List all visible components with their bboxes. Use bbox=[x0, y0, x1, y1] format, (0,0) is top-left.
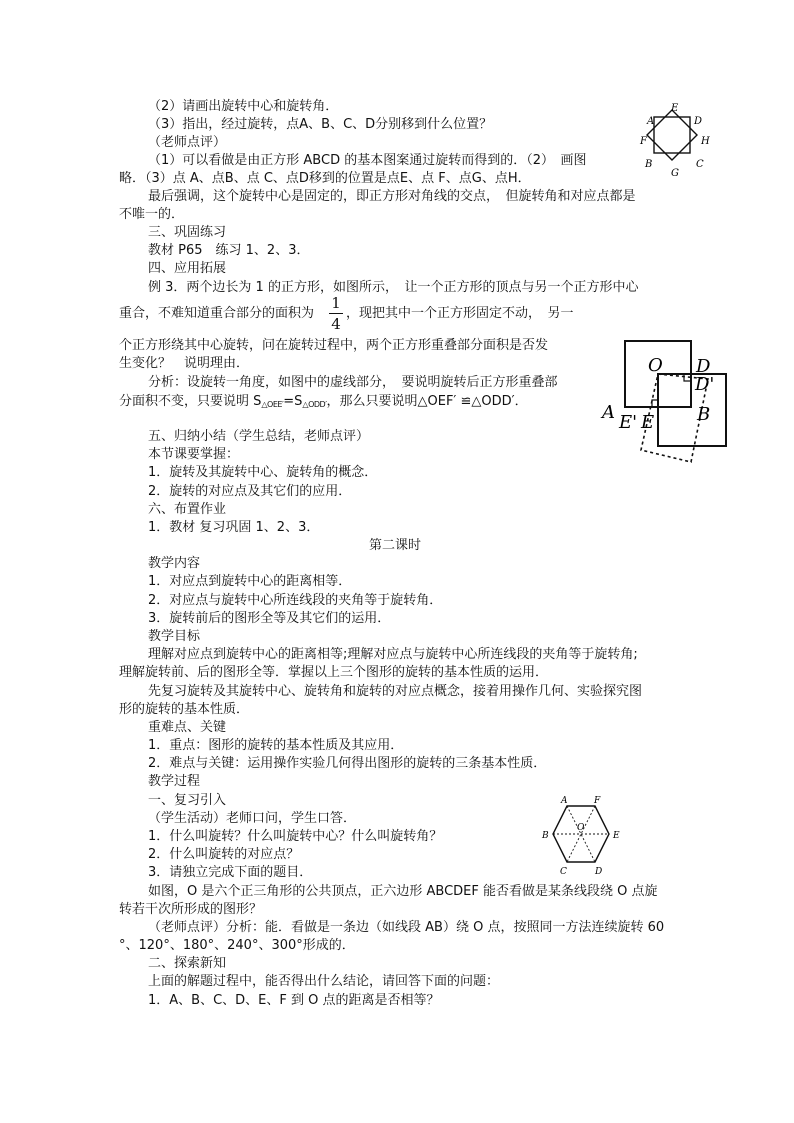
lesson-title: 第二课时 bbox=[369, 538, 422, 553]
text-line: 上面的解题过程中，能否得出什么结论，请回答下面的问题： bbox=[148, 974, 500, 989]
text-line: （1）可以看做是由正方形 ABCD 的基本图案通过旋转而得到的．（2） 画图 bbox=[148, 153, 587, 168]
text-line: 个正方形绕其中心旋转，问在旋转过程中，两个正方形重叠部分面积是否发 bbox=[119, 338, 549, 353]
text-line: 形的旋转的基本性质． bbox=[119, 702, 250, 717]
fraction bbox=[329, 294, 343, 333]
label-e: E bbox=[641, 412, 655, 433]
text-line: （2）请画出旋转中心和旋转角． bbox=[148, 99, 339, 114]
fraction-bar bbox=[329, 313, 343, 314]
text-line: 先复习旋转及其旋转中心、旋转角和旋转的对应点概念，接着用操作几何、实验探究图 bbox=[148, 684, 643, 699]
text-line: 不唯一的． bbox=[119, 207, 185, 222]
text-line: 最后强调，这个旋转中心是固定的，即正方形对角线的交点， 但旋转角和对应点都是 bbox=[148, 189, 636, 204]
section-heading: 三、巩固练习 bbox=[148, 225, 227, 240]
hexagon-diagonals bbox=[553, 806, 609, 862]
text-line: 分析：设旋转一角度，如图中的虚线部分， 要说明旋转后正方形重叠部 bbox=[148, 375, 558, 390]
label-c: C bbox=[696, 159, 704, 170]
text-line: （3）指出，经过旋转，点A、B、C、D分别移到什么位置？ bbox=[148, 117, 493, 132]
label-d: D bbox=[694, 116, 703, 127]
text-line: 2．旋转的对应点及其它们的应用． bbox=[148, 484, 352, 499]
text-line: 2．难点与关键：运用操作实验几何得出图形的旋转的三条基本性质． bbox=[148, 756, 547, 771]
label-o: O bbox=[577, 823, 585, 833]
label-e-prime: E' bbox=[619, 412, 638, 433]
section-heading: 重难点、关键 bbox=[148, 720, 227, 735]
label-o: O bbox=[648, 355, 663, 376]
text-line: 生变化？ 说明理由． bbox=[119, 356, 250, 371]
label-b: B bbox=[542, 831, 549, 841]
text-line: 3．旋转前后的图形全等及其它们的运用． bbox=[148, 611, 391, 626]
text-line: 1．对应点到旋转中心的距离相等． bbox=[148, 574, 352, 589]
section-heading: 教学目标 bbox=[148, 629, 201, 644]
label-c: C bbox=[560, 867, 567, 877]
label-d: D bbox=[595, 867, 603, 877]
text-line: ，现把其中一个正方形固定不动， 另一 bbox=[346, 306, 574, 321]
text-line: 理解对应点到旋转中心的距离相等;理解对应点与旋转中心所连线段的夹角等于旋转角; bbox=[148, 647, 638, 662]
label-g: G bbox=[671, 168, 679, 178]
text-line: 1．什么叫旋转？什么叫旋转中心？什么叫旋转角？ bbox=[148, 829, 443, 844]
label-h: H bbox=[701, 136, 710, 147]
text-line: 1．教材 复习巩固 1、2、3． bbox=[148, 520, 320, 535]
label-b: B bbox=[645, 159, 653, 170]
label-e: E bbox=[671, 103, 679, 114]
label-f: F bbox=[640, 136, 647, 147]
subscript: △ODD′ bbox=[302, 400, 327, 409]
text-line: 2．对应点与旋转中心所连线段的夹角等于旋转角． bbox=[148, 593, 443, 608]
label-a: A bbox=[602, 402, 615, 423]
label-b: B bbox=[697, 404, 711, 425]
text-line: 1．重点：图形的旋转的基本性质及其应用． bbox=[148, 738, 404, 753]
section-heading: 五、归纳小结（学生总结，老师点评） bbox=[148, 429, 370, 444]
text-line: （学生活动）老师口问，学生口答． bbox=[148, 811, 357, 826]
section-heading: 教学过程 bbox=[148, 774, 201, 789]
text-line: 本节课要掌握： bbox=[148, 447, 240, 462]
fraction-numerator: 1 bbox=[331, 294, 341, 312]
hexagon-figure bbox=[537, 794, 631, 880]
section-heading: 四、应用拓展 bbox=[148, 261, 227, 276]
fraction-denominator: 4 bbox=[331, 315, 341, 333]
text-line: 如图，O 是六个正三角形的公共顶点，正六边形 ABCDEF 能否看做是某条线段绕 O 点旋 bbox=[148, 884, 658, 899]
label-d: D bbox=[696, 356, 711, 377]
label-a: A bbox=[561, 796, 568, 806]
overlapping-squares-figure bbox=[600, 336, 734, 464]
text-line: （老师点评）分析：能．看做是一条边（如线段 AB）绕 O 点，按照同一方法连续旋转 60 bbox=[148, 920, 665, 935]
label-a: A bbox=[647, 116, 655, 127]
section-heading: 二、探索新知 bbox=[148, 956, 227, 971]
text-line: 略．（3）点 A、点B、点 C、点D移到的位置是点E、点 F、点G、点H． bbox=[119, 171, 531, 186]
text-line: 重合，不难知道重合部分的面积为 bbox=[119, 306, 315, 321]
label-e: E bbox=[613, 831, 620, 841]
text-line: 1．旋转及其旋转中心、旋转角的概念． bbox=[148, 465, 378, 480]
text-line: 1．A、B、C、D、E、F 到 O 点的距离是否相等？ bbox=[148, 993, 440, 1008]
text-line: 分面积不变，只要说明 $S_{\triangle OEE'}=S_{\triangle ODD'}$，那么只要说明△OEF′ ≌△ODD′． bbox=[119, 394, 528, 409]
section-heading: 六、布置作业 bbox=[148, 502, 227, 517]
subscript: △OEE′ bbox=[261, 400, 284, 409]
label-f: F bbox=[594, 796, 601, 806]
text-line: 例 3．两个边长为 1 的正方形，如图所示， 让一个正方形的顶点与另一个正方形中心 bbox=[148, 280, 639, 295]
text-line: °、120°、180°、240°、300°形成的． bbox=[119, 938, 355, 953]
text-line: 转若干次所形成的图形？ bbox=[119, 902, 263, 917]
text-line: （老师点评） bbox=[148, 135, 227, 150]
text-line: 理解旋转前、后的图形全等．掌握以上三个图形的旋转的基本性质的运用． bbox=[119, 665, 549, 680]
section-heading: 一、复习引入 bbox=[148, 793, 227, 808]
section-heading: 教学内容 bbox=[148, 556, 201, 571]
text-line: 2．什么叫旋转的对应点？ bbox=[148, 847, 300, 862]
rotated-squares-figure bbox=[637, 100, 717, 178]
text-line: 教材 P65 练习 1、2、3． bbox=[148, 243, 310, 258]
text-line: 3．请独立完成下面的题目． bbox=[148, 865, 313, 880]
label-d-prime: D' bbox=[695, 374, 715, 395]
